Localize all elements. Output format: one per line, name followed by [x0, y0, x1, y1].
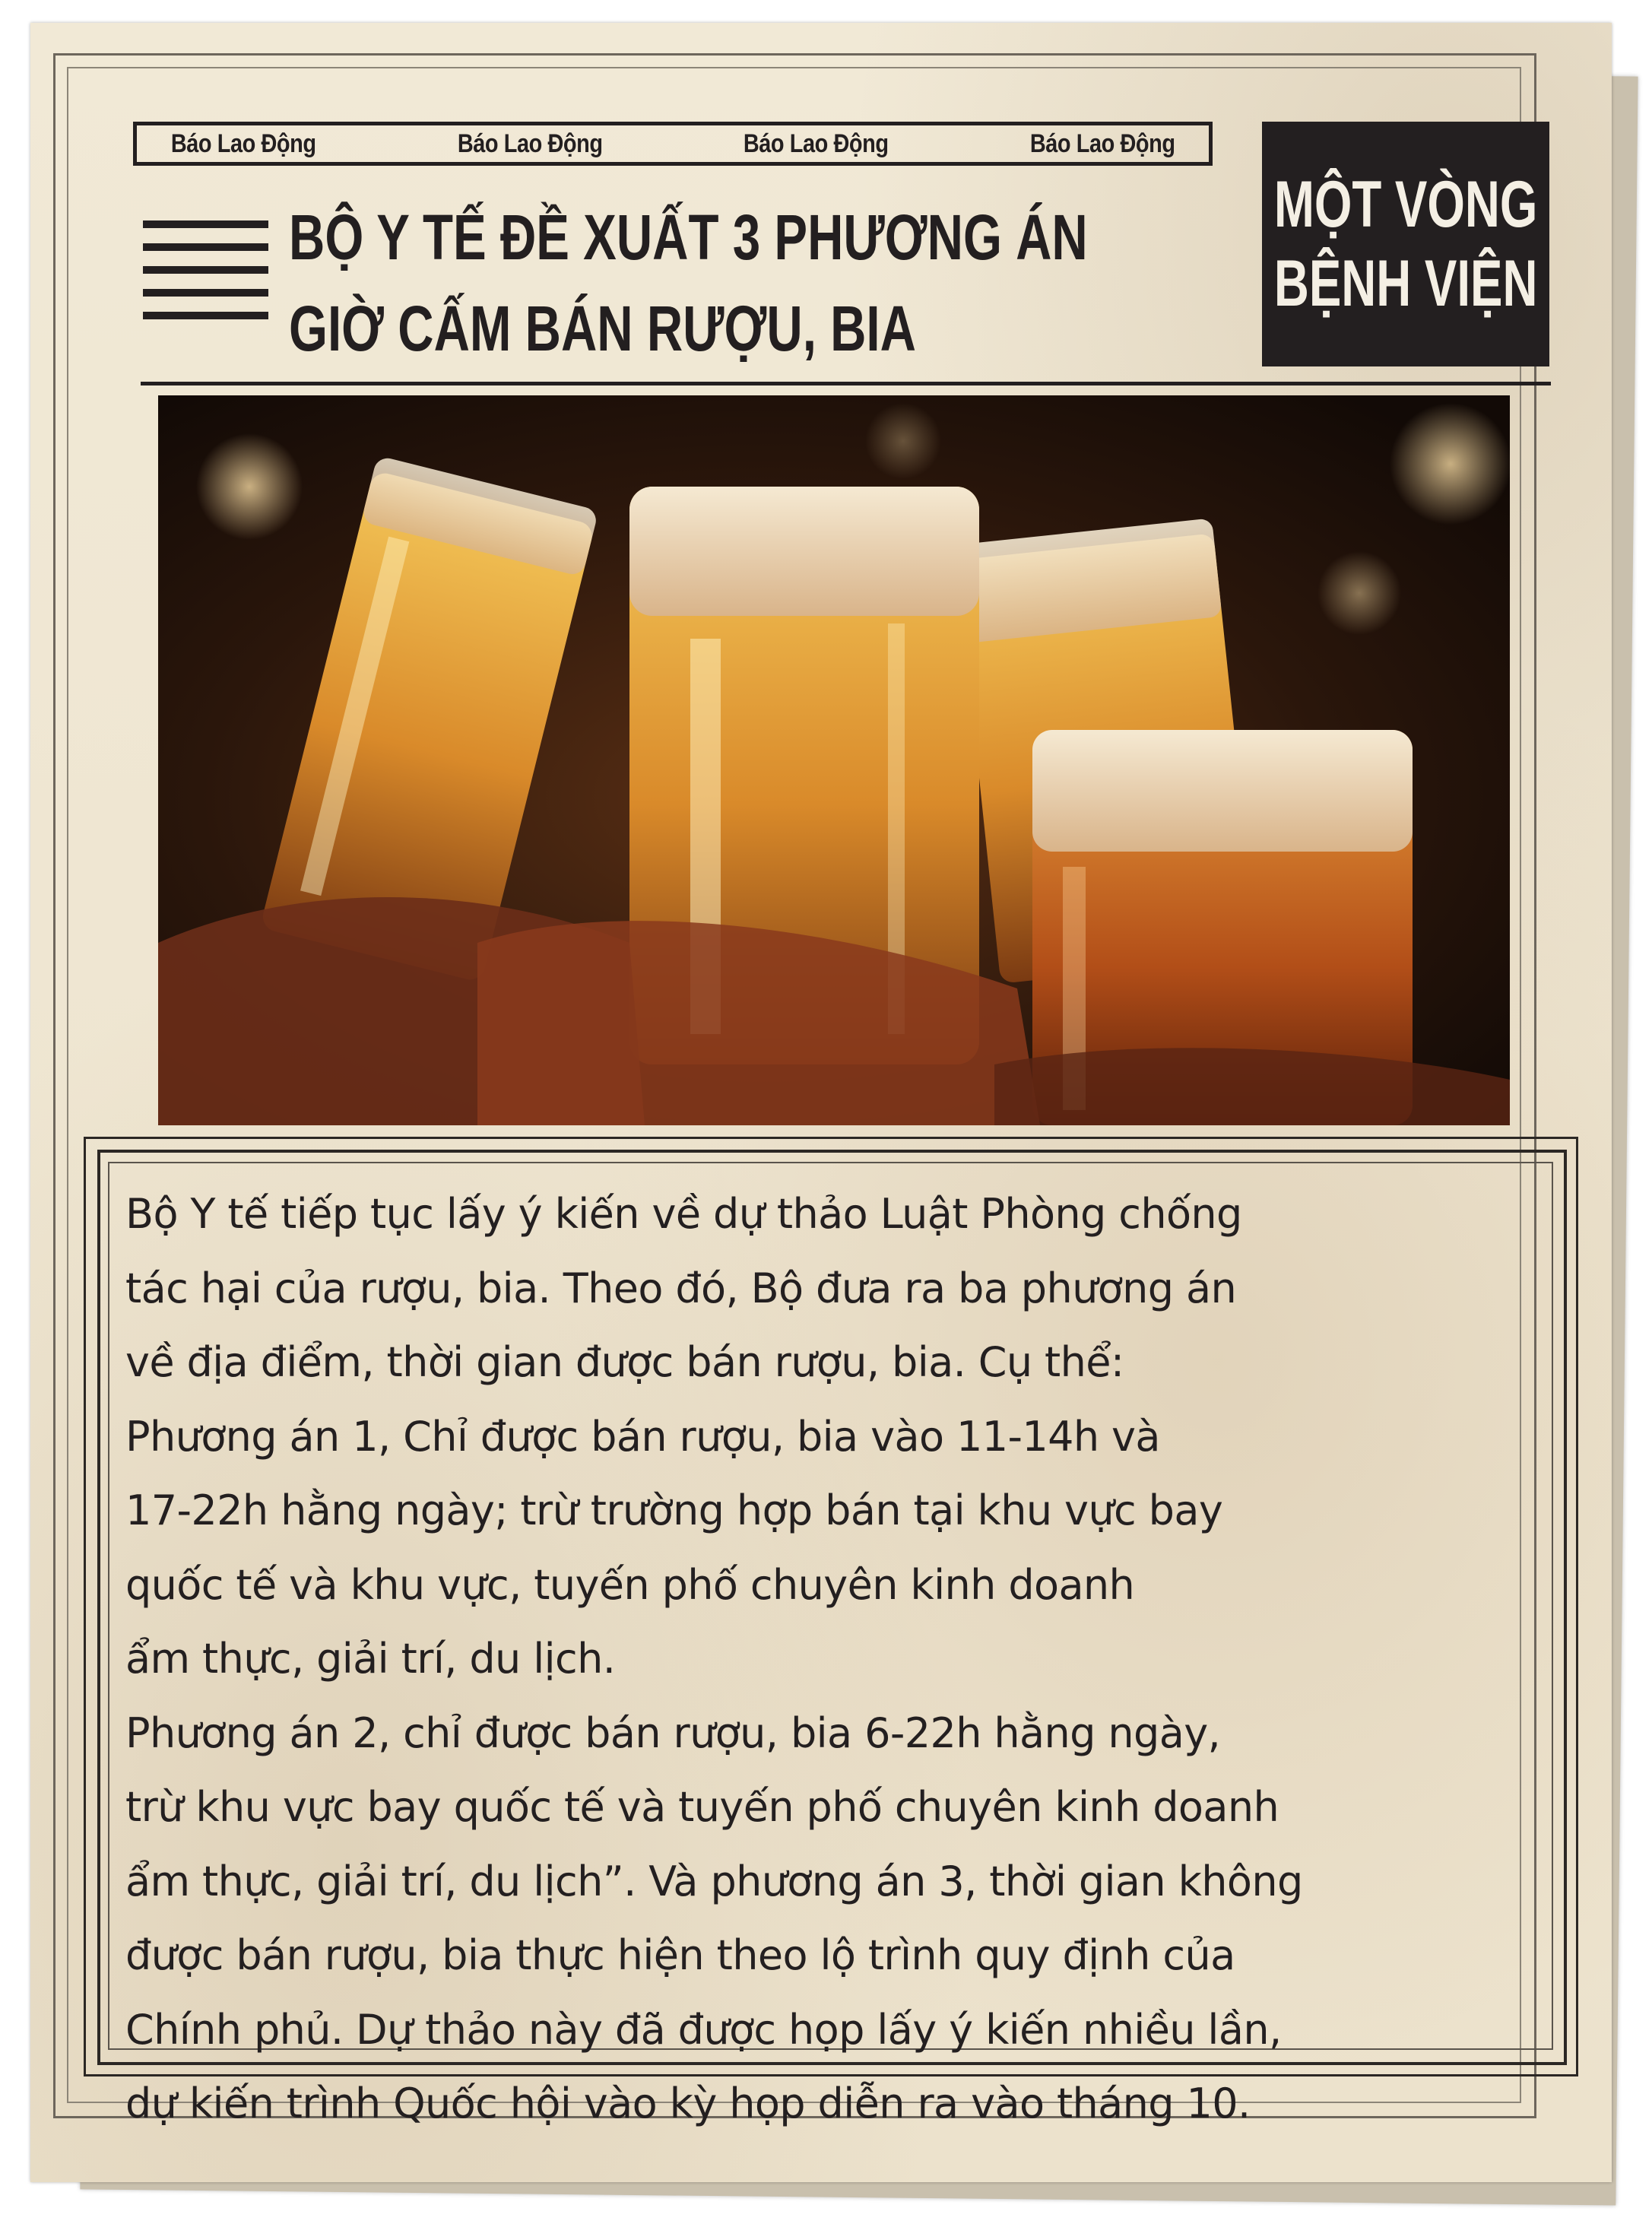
body-line: Bộ Y tế tiếp tục lấy ý kiến về dự thảo Luật Phòng chống — [125, 1190, 1242, 1238]
section-label-line-1: MỘT VÒNG — [1273, 168, 1538, 241]
body-line: trừ khu vực bay quốc tế và tuyến phố chuyên kinh doanh — [125, 1783, 1279, 1831]
body-line: Phương án 1, Chỉ được bán rượu, bia vào 11-14h và — [125, 1412, 1160, 1461]
body-line: 17-22h hằng ngày; trừ trường hợp bán tại khu vực bay — [125, 1486, 1223, 1534]
headline-line-2: GIỜ CẤM BÁN RƯỢU, BIA — [289, 293, 916, 364]
beer-toast-photo — [158, 395, 1510, 1125]
masthead-item: Báo Lao Động — [743, 128, 889, 158]
headline — [289, 192, 1088, 374]
body-line: về địa điểm, thời gian được bán rượu, bia. Cụ thể: — [125, 1338, 1124, 1386]
headline-line-1: BỘ Y TẾ ĐỀ XUẤT 3 PHƯƠNG ÁN — [289, 201, 1088, 273]
section-label-box — [1262, 122, 1549, 366]
body-line: ẩm thực, giải trí, du lịch”. Và phương án 3, thời gian không — [125, 1857, 1303, 1905]
body-line: dự kiến trình Quốc hội vào kỳ họp diễn ra vào tháng 10. — [125, 2080, 1251, 2127]
section-label-line-2: BỆNH VIỆN — [1273, 247, 1538, 320]
masthead-strip — [133, 122, 1213, 166]
masthead-item: Báo Lao Động — [170, 128, 316, 158]
body-line: Chính phủ. Dự thảo này đã được họp lấy ý kiến nhiều lần, — [125, 2005, 1282, 2054]
body-line: Phương án 2, chỉ được bán rượu, bia 6-22h hằng ngày, — [125, 1708, 1221, 1757]
body-line: được bán rượu, bia thực hiện theo lộ trình quy định của — [125, 1931, 1235, 1979]
masthead-item: Báo Lao Động — [457, 128, 603, 158]
body-line: ẩm thực, giải trí, du lịch. — [125, 1635, 616, 1683]
body-line: quốc tế và khu vực, tuyến phố chuyên kinh doanh — [125, 1560, 1135, 1609]
article-body — [125, 1177, 1539, 2141]
headline-rule — [141, 382, 1551, 385]
beer-glasses-illustration — [158, 395, 1510, 1125]
body-line: tác hại của rượu, bia. Theo đó, Bộ đưa ra ba phương án — [125, 1264, 1237, 1312]
masthead-item: Báo Lao Động — [1029, 128, 1175, 158]
headline-bars-icon — [143, 220, 268, 335]
